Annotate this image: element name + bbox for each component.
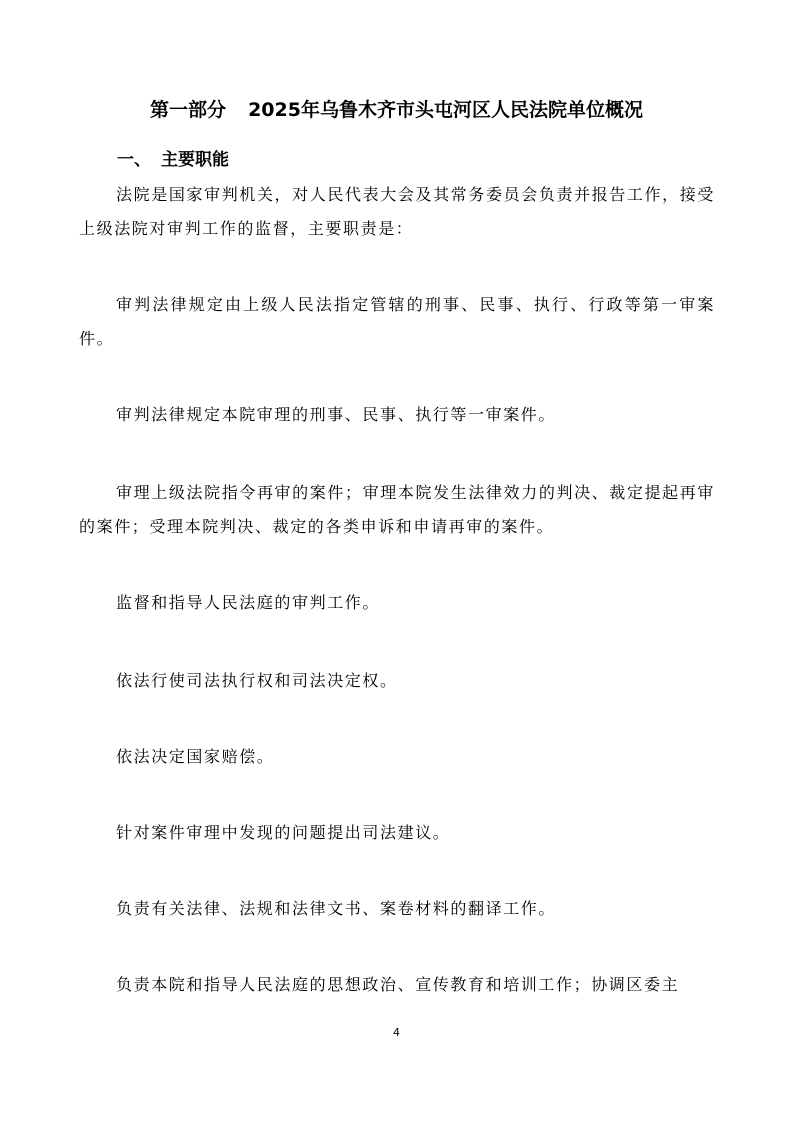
paragraph-duty-1: 审判法律规定由上级人民法指定管辖的刑事、民事、执行、行政等第一审案件。	[79, 295, 715, 348]
paragraph-duty-5: 依法行使司法执行权和司法决定权。	[116, 671, 398, 690]
page-title	[0, 96, 793, 124]
paragraph-duty-3: 审理上级法院指令再审的案件；审理本院发生法律效力的判决、裁定提起再审的案件；受理本院判决、裁定的各类申诉和申请再审的案件。	[79, 483, 715, 536]
section-title: 主要职能	[161, 150, 229, 170]
section-heading	[117, 146, 229, 174]
paragraph-duty-4: 监督和指导人民法庭的审判工作。	[116, 593, 381, 612]
paragraph-duty-2: 审判法律规定本院审理的刑事、民事、执行等一审案件。	[116, 405, 557, 424]
title-text: 2025年乌鲁木齐市头屯河区人民法院单位概况	[248, 99, 643, 121]
title-part: 第一部分	[150, 99, 227, 121]
section-number: 一、	[117, 150, 151, 170]
paragraph-duty-9: 负责本院和指导人民法庭的思想政治、宣传教育和培训工作；协调区委主	[116, 975, 680, 994]
paragraph-intro: 法院是国家审判机关，对人民代表大会及其常务委员会负责并报告工作，接受上级法院对审判工作的监督，主要职责是：	[79, 185, 715, 238]
page-number: 4	[393, 1026, 400, 1039]
paragraph-duty-7: 针对案件审理中发现的问题提出司法建议。	[116, 823, 451, 842]
paragraph-duty-6: 依法决定国家赔偿。	[116, 747, 275, 766]
paragraph-duty-8: 负责有关法律、法规和法律文书、案卷材料的翻译工作。	[116, 899, 557, 918]
